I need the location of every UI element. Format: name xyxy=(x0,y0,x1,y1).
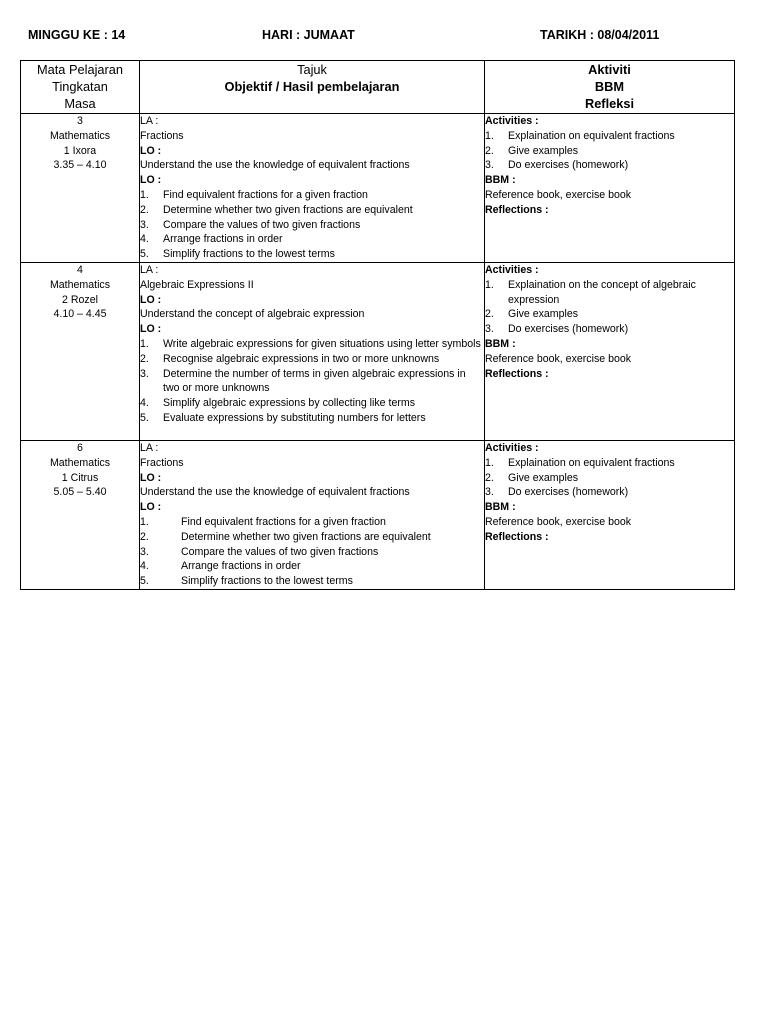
outcome-item: 5. Simplify fractions to the lowest terms xyxy=(140,248,335,261)
lo-label: LO : xyxy=(140,501,162,514)
activity-item: 1. Explaination on equivalent fractions xyxy=(485,129,675,142)
la-text: Algebraic Expressions II xyxy=(140,278,254,291)
topic-cell xyxy=(140,114,485,263)
lo-label: LO : xyxy=(140,471,162,484)
bbm-label: BBM : xyxy=(485,337,516,350)
lo-text: Understand the concept of algebraic expression xyxy=(140,308,365,321)
outcome-item: 2. Recognise algebraic expressions in two or more unknowns xyxy=(140,352,440,365)
week-label: MINGGU KE : 14 xyxy=(28,28,126,42)
time-slot: 5.05 – 5.40 xyxy=(53,486,107,499)
form-number: 4 xyxy=(77,264,83,276)
bbm-text: Reference book, exercise book xyxy=(485,188,632,201)
outcome-item: 2. Determine whether two given fractions are equivalent xyxy=(140,203,413,216)
la-text: Fractions xyxy=(140,129,184,142)
header-line: Masa xyxy=(64,96,96,111)
activities-label: Activities : xyxy=(485,442,539,454)
outcome-item: 5. Simplify fractions to the lowest terms xyxy=(140,575,353,588)
table-row xyxy=(21,114,735,263)
lesson-plan-table xyxy=(20,60,735,590)
la-label: LA : xyxy=(140,442,159,454)
activity-item: 2. Give examples xyxy=(485,308,579,321)
topic-cell xyxy=(140,263,485,441)
time-slot: 3.35 – 4.10 xyxy=(53,159,107,172)
meta-cell xyxy=(21,263,140,441)
day-label: HARI : JUMAAT xyxy=(262,28,355,42)
table-header-row xyxy=(21,61,735,114)
date-label: TARIKH : 08/04/2011 xyxy=(540,28,660,42)
class-name: 1 Citrus xyxy=(61,471,99,484)
header-line: Refleksi xyxy=(584,96,635,111)
subject: Mathematics xyxy=(49,278,111,291)
la-text: Fractions xyxy=(140,456,184,469)
bbm-text: Reference book, exercise book xyxy=(485,515,632,528)
table-row xyxy=(21,263,735,441)
topic-cell xyxy=(140,441,485,590)
activity-item: 3. Do exercises (homework) xyxy=(485,323,629,336)
bbm-text: Reference book, exercise book xyxy=(485,352,632,365)
lo-label: LO : xyxy=(140,293,162,306)
class-name: 1 Ixora xyxy=(63,144,97,157)
activity-cell xyxy=(485,441,735,590)
form-number: 3 xyxy=(77,115,83,127)
outcome-item: 4. Arrange fractions in order xyxy=(140,233,283,246)
header-line: Tingkatan xyxy=(52,79,108,94)
meta-cell xyxy=(21,114,140,263)
outcome-item: 2. Determine whether two given fractions are equivalent xyxy=(140,530,431,543)
outcome-item: 3. Determine the number of terms in given algebraic expressions in two or more unknowns xyxy=(140,367,466,395)
time-slot: 4.10 – 4.45 xyxy=(53,308,107,321)
header-topic-objective xyxy=(140,61,485,114)
header-line: BBM xyxy=(594,79,625,94)
outcome-item: 4. Arrange fractions in order xyxy=(140,560,301,573)
activities-label: Activities : xyxy=(485,264,539,276)
activity-item: 2. Give examples xyxy=(485,471,579,484)
form-number: 6 xyxy=(77,442,83,454)
outcome-item: 1. Find equivalent fractions for a given fraction xyxy=(140,188,368,201)
outcome-item: 5. Evaluate expressions by substituting numbers for letters xyxy=(140,411,426,424)
class-name: 2 Rozel xyxy=(62,293,98,306)
activity-cell xyxy=(485,114,735,263)
outcome-item: 3. Compare the values of two given fractions xyxy=(140,218,361,231)
activity-cell xyxy=(485,263,735,441)
header-line: Tajuk xyxy=(297,62,327,77)
lo-label: LO : xyxy=(140,174,162,187)
bbm-label: BBM : xyxy=(485,174,516,187)
meta-cell xyxy=(21,441,140,590)
outcome-item: 1. Find equivalent fractions for a given fraction xyxy=(140,515,386,528)
reflections-label: Reflections : xyxy=(485,203,549,216)
header-line: Mata Pelajaran xyxy=(36,62,124,77)
bbm-label: BBM : xyxy=(485,501,516,514)
activity-item: 1. Explaination on the concept of algebraic expression xyxy=(485,278,696,306)
activities-label: Activities : xyxy=(485,115,539,127)
header-subject-class-time xyxy=(21,61,140,114)
la-label: LA : xyxy=(140,264,159,276)
table-row xyxy=(21,441,735,590)
lo-text: Understand the use the knowledge of equivalent fractions xyxy=(140,486,410,499)
header-line: Aktiviti xyxy=(588,62,631,77)
reflections-label: Reflections : xyxy=(485,367,549,380)
subject: Mathematics xyxy=(49,456,111,469)
outcome-item: 3. Compare the values of two given fractions xyxy=(140,545,379,558)
activity-item: 3. Do exercises (homework) xyxy=(485,159,629,172)
lo-label: LO : xyxy=(140,323,162,336)
outcome-item: 4. Simplify algebraic expressions by collecting like terms xyxy=(140,397,415,410)
header-activity-bbm-reflection xyxy=(485,61,735,114)
outcome-item: 1. Write algebraic expressions for given situations using letter symbols xyxy=(140,337,481,350)
lo-label: LO : xyxy=(140,144,162,157)
la-label: LA : xyxy=(140,115,159,127)
activity-item: 3. Do exercises (homework) xyxy=(485,486,629,499)
lo-text: Understand the use the knowledge of equivalent fractions xyxy=(140,159,410,172)
reflections-label: Reflections : xyxy=(485,530,549,543)
header-line: Objektif / Hasil pembelajaran xyxy=(224,79,400,94)
subject: Mathematics xyxy=(49,129,111,142)
activity-item: 2. Give examples xyxy=(485,144,579,157)
activity-item: 1. Explaination on equivalent fractions xyxy=(485,456,675,469)
